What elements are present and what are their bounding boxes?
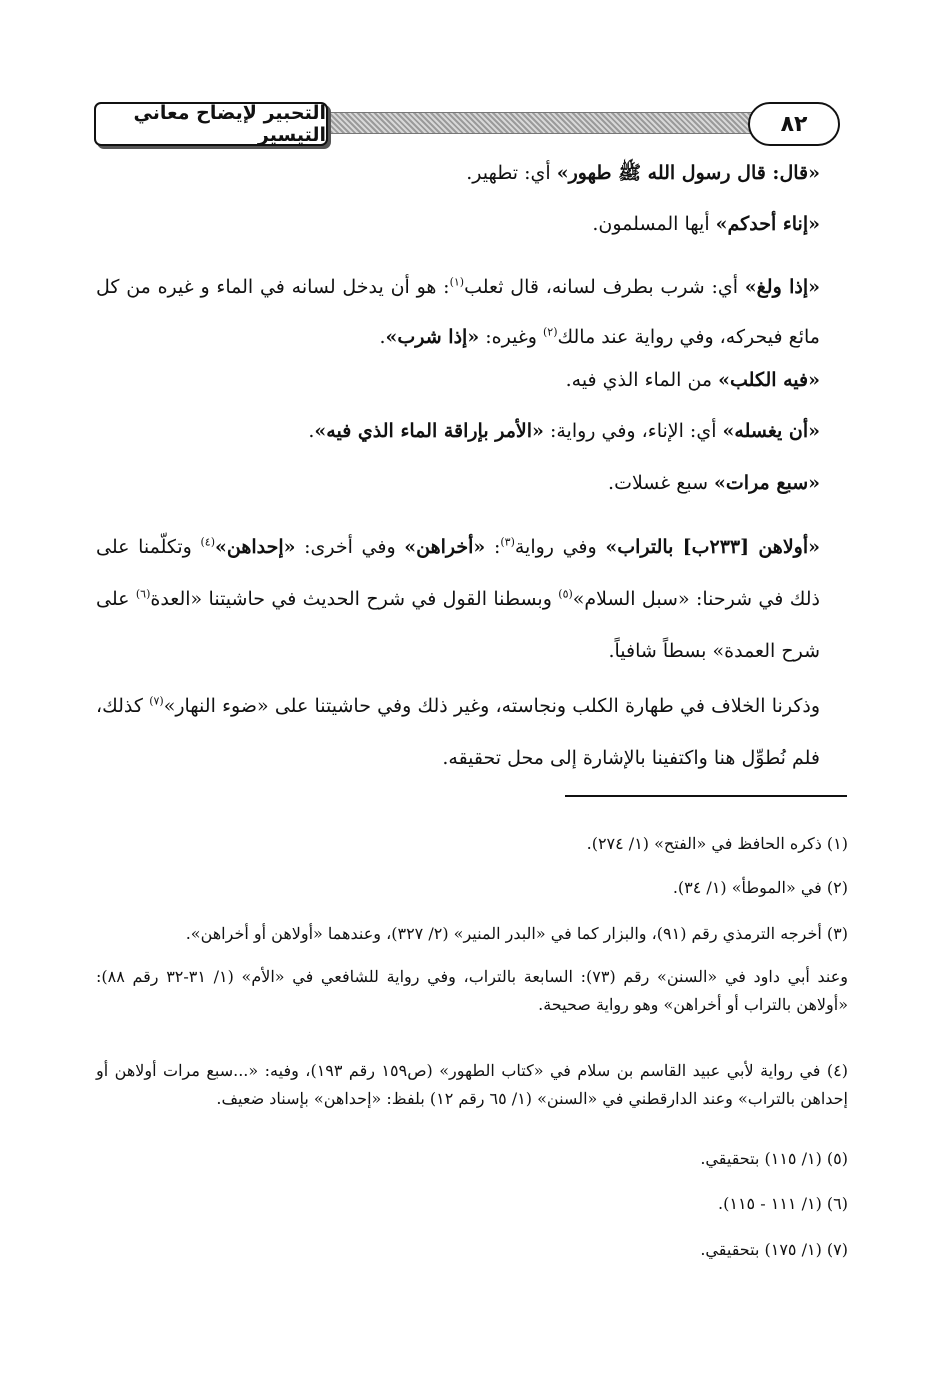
paragraph-text: سبع غسلات. — [608, 472, 715, 494]
paragraph-text: . — [379, 326, 386, 348]
hadith-quote: «أن يغسله» — [722, 420, 820, 442]
footnote-ref[interactable]: (٤) — [200, 535, 215, 549]
footnote-ref[interactable]: (٢) — [542, 325, 558, 339]
page-header — [94, 100, 846, 146]
paragraph-7 — [96, 521, 848, 677]
page-number: ٨٢ — [748, 102, 840, 146]
paragraph-4 — [96, 365, 848, 395]
paragraph-3 — [96, 262, 848, 362]
paragraph-text: على شرح العمدة» بسطاً شافياً. — [96, 588, 820, 662]
footnote-2: (٢) في «الموطأ» (١/ ٣٤). — [672, 878, 848, 897]
paragraph-text: أي: تطهير. — [466, 162, 557, 184]
hadith-quote: «فيه الكلب» — [718, 369, 820, 391]
hadith-quote: «إناء أحدكم» — [715, 213, 820, 235]
hadith-quote: «قال: قال رسول الله ﷺ طهور» — [556, 162, 820, 184]
paragraph-text: وبسطنا القول في شرح الحديث في حاشيتنا «العدة — [150, 588, 559, 610]
footnote-3: (٣) أخرجه الترمذي رقم (٩١)، والبزار كما في «البدر المنير» (٢/ ٣٢٧)، وعندهما «أولاهن أو أخراهن». — [185, 924, 848, 943]
footnote-6: (٦) (١/ ١١١ - ١١٥). — [718, 1194, 848, 1213]
hadith-quote: «الأمر بإراقة الماء الذي فيه» — [314, 420, 544, 442]
footnote-ref[interactable]: (٥) — [558, 587, 573, 601]
header-decorative-band — [314, 112, 756, 134]
paragraph-text: وذكرنا الخلاف في طهارة الكلب ونجاسته، وغير ذلك وفي حاشيتنا على «ضوء النهار» — [163, 695, 820, 717]
footnote-3-continued: وعند أبي داود في «السنن» رقم (٧٣): السابعة بالتراب، وفي رواية للشافعي في «الأم» (١/ ٣١-٣٢ رقم ٨٨): «أولاهن بالتراب أو أخراهن» وهو رواية صحيحة. — [96, 967, 849, 1014]
hadith-quote: «أولاهن [٢٣٣ب] بالتراب» — [605, 536, 820, 558]
paragraph-text: من الماء الذي فيه. — [565, 369, 719, 391]
hadith-quote: «إذا شرب» — [385, 326, 480, 348]
paragraph-text: أي: الإناء، وفي رواية: — [543, 420, 723, 442]
paragraph-text: . — [308, 420, 315, 442]
paragraph-6 — [96, 468, 848, 498]
paragraph-text: : — [485, 536, 501, 558]
paragraph-5 — [96, 416, 848, 446]
paragraph-text: وغيره: — [479, 326, 543, 348]
footnote-4: (٤) في رواية لأبي عبيد القاسم بن سلام في «كتاب الطهور» (ص١٥٩ رقم ١٩٣)، وفيه: «...سبع مرات أولاهن أو إحداهن بالتراب» وعند الدارقطني في «السنن» (١/ ٦٥ رقم ١٢) بلفظ: «إحداهن» بإسناد ضعيف. — [96, 1061, 848, 1108]
footnote-separator — [565, 795, 847, 797]
running-title: التحبير لإيضاح معاني التيسير — [94, 102, 328, 146]
paragraph-text: وفي رواية — [514, 536, 606, 558]
paragraph-8 — [96, 680, 848, 784]
footnote-ref[interactable]: (١) — [449, 275, 465, 289]
paragraph-text: أي: شرب بطرف لسانه، قال ثعلب — [464, 276, 745, 298]
paragraph-text: وفي أخرى: — [295, 536, 405, 558]
footnote-5: (٥) (١/ ١١٥) بتحقيقي. — [700, 1149, 848, 1168]
footnote-7: (٧) (١/ ١٧٥) بتحقيقي. — [700, 1240, 848, 1259]
paragraph-2 — [96, 209, 848, 239]
paragraph-text: كذلك، فلم نُطوِّل هنا واكتفينا بالإشارة إلى محل تحقيقه. — [96, 695, 820, 769]
hadith-quote: «سبع مرات» — [714, 472, 820, 494]
paragraph-1 — [96, 158, 848, 188]
hadith-quote: «إذا ولغ» — [744, 276, 820, 298]
footnote-1: (١) ذكره الحافظ في «الفتح» (١/ ٢٧٤). — [586, 834, 848, 853]
footnote-ref[interactable]: (٧) — [149, 694, 164, 708]
paragraph-text: وتكلّمنا على ذلك في شرحنا: «سبل السلام» — [96, 536, 821, 610]
hadith-quote: «أخراهن» — [404, 536, 486, 558]
footnote-ref[interactable]: (٦) — [135, 587, 151, 601]
paragraph-text: أيها المسلمون. — [592, 213, 716, 235]
hadith-quote: «إحداهن» — [215, 536, 296, 558]
footnote-ref[interactable]: (٣) — [500, 535, 515, 549]
paragraph-text: : هو أن يدخل لسانه في الماء و غيره من كل مائع فيحركه، وفي رواية عند مالك — [96, 276, 820, 348]
